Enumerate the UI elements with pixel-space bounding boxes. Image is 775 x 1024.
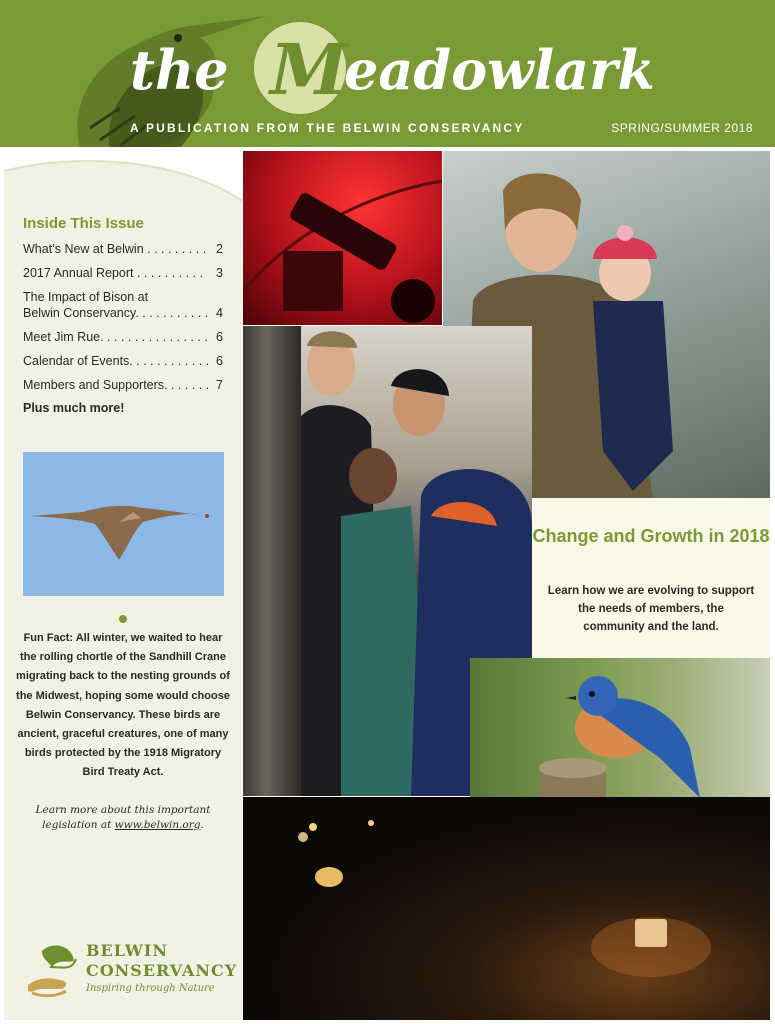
observatory-telescope-photo: [243, 151, 442, 325]
learn-more-link[interactable]: www.belwin.org: [114, 819, 201, 831]
toc-item[interactable]: [23, 377, 223, 393]
masthead: [0, 0, 775, 147]
table-of-contents: [23, 241, 223, 415]
toc-item[interactable]: [23, 289, 223, 321]
toc-page: 4: [216, 306, 223, 320]
fun-fact-text: Fun Fact: All winter, we waited to hear the rolling chortle of the Sandhill Crane migrating back to the nesting grounds of the Midwest, hoping some would choose Belwin Conservancy. These birds are ancient, graceful creatures, one of many birds protected by the 1918 Migratory Bird Treaty Act.: [16, 632, 230, 779]
leaf-hand-icon: [22, 941, 82, 1001]
tagline: A PUBLICATION FROM THE BELWIN CONSERVANCY: [130, 121, 525, 135]
learn-more-text: [16, 803, 230, 833]
toc-label: Belwin Conservancy. . . . . . . . . . .: [23, 306, 209, 320]
toc-item[interactable]: [23, 329, 223, 345]
learn-more-period: .: [200, 819, 204, 831]
toc-item[interactable]: [23, 265, 223, 281]
callout-body: Learn how we are evolving to support the needs of members, the community and the land.: [547, 585, 755, 633]
toc-label: Meet Jim Rue. . . . . . . . . . . . . . . .: [23, 330, 208, 344]
callout-title: Change and Growth in 2018: [532, 526, 770, 546]
inside-this-issue-heading: Inside This Issue: [23, 215, 144, 232]
divider-dot: [119, 615, 127, 623]
toc-label: 2017 Annual Report . . . . . . . . . .: [23, 266, 203, 280]
issue-date: SPRING/SUMMER 2018: [611, 121, 753, 135]
maple-tree-trunk-photo: [243, 326, 301, 796]
night-candle-luminaries-photo: [243, 797, 770, 1020]
title-the: the: [130, 38, 229, 102]
logo-conservancy: CONSERVANCY: [86, 961, 238, 980]
toc-label: Members and Supporters. . . . . . .: [23, 378, 210, 392]
lantern-icon: [243, 797, 770, 1020]
toc-label: Calendar of Events. . . . . . . . . . . .: [23, 354, 210, 368]
title-m: M: [270, 28, 348, 111]
telescope-icon: [243, 151, 442, 325]
toc-page: 7: [216, 378, 223, 392]
crane-icon: [23, 452, 224, 596]
sidebar: [4, 151, 242, 1020]
toc-page: 6: [216, 330, 223, 344]
learn-more-label: Learn more about this important legislation at: [35, 804, 211, 831]
sandhill-crane-photo: [23, 452, 224, 596]
feature-callout: [532, 498, 770, 658]
toc-item[interactable]: [23, 241, 223, 257]
logo-tagline: Inspiring through Nature: [86, 983, 215, 994]
plus-much-more: Plus much more!: [23, 401, 125, 415]
toc-page: 6: [216, 354, 223, 368]
toc-page: 3: [216, 266, 223, 280]
toc-label: The Impact of Bison at: [23, 290, 149, 304]
title-rest: eadowlark: [344, 38, 655, 102]
toc-item[interactable]: [23, 353, 223, 369]
toc-label: What’s New at Belwin . . . . . . . . .: [23, 242, 207, 256]
belwin-logo: [22, 941, 238, 1001]
toc-page: 2: [216, 242, 223, 256]
logo-belwin: BELWIN: [86, 941, 168, 960]
